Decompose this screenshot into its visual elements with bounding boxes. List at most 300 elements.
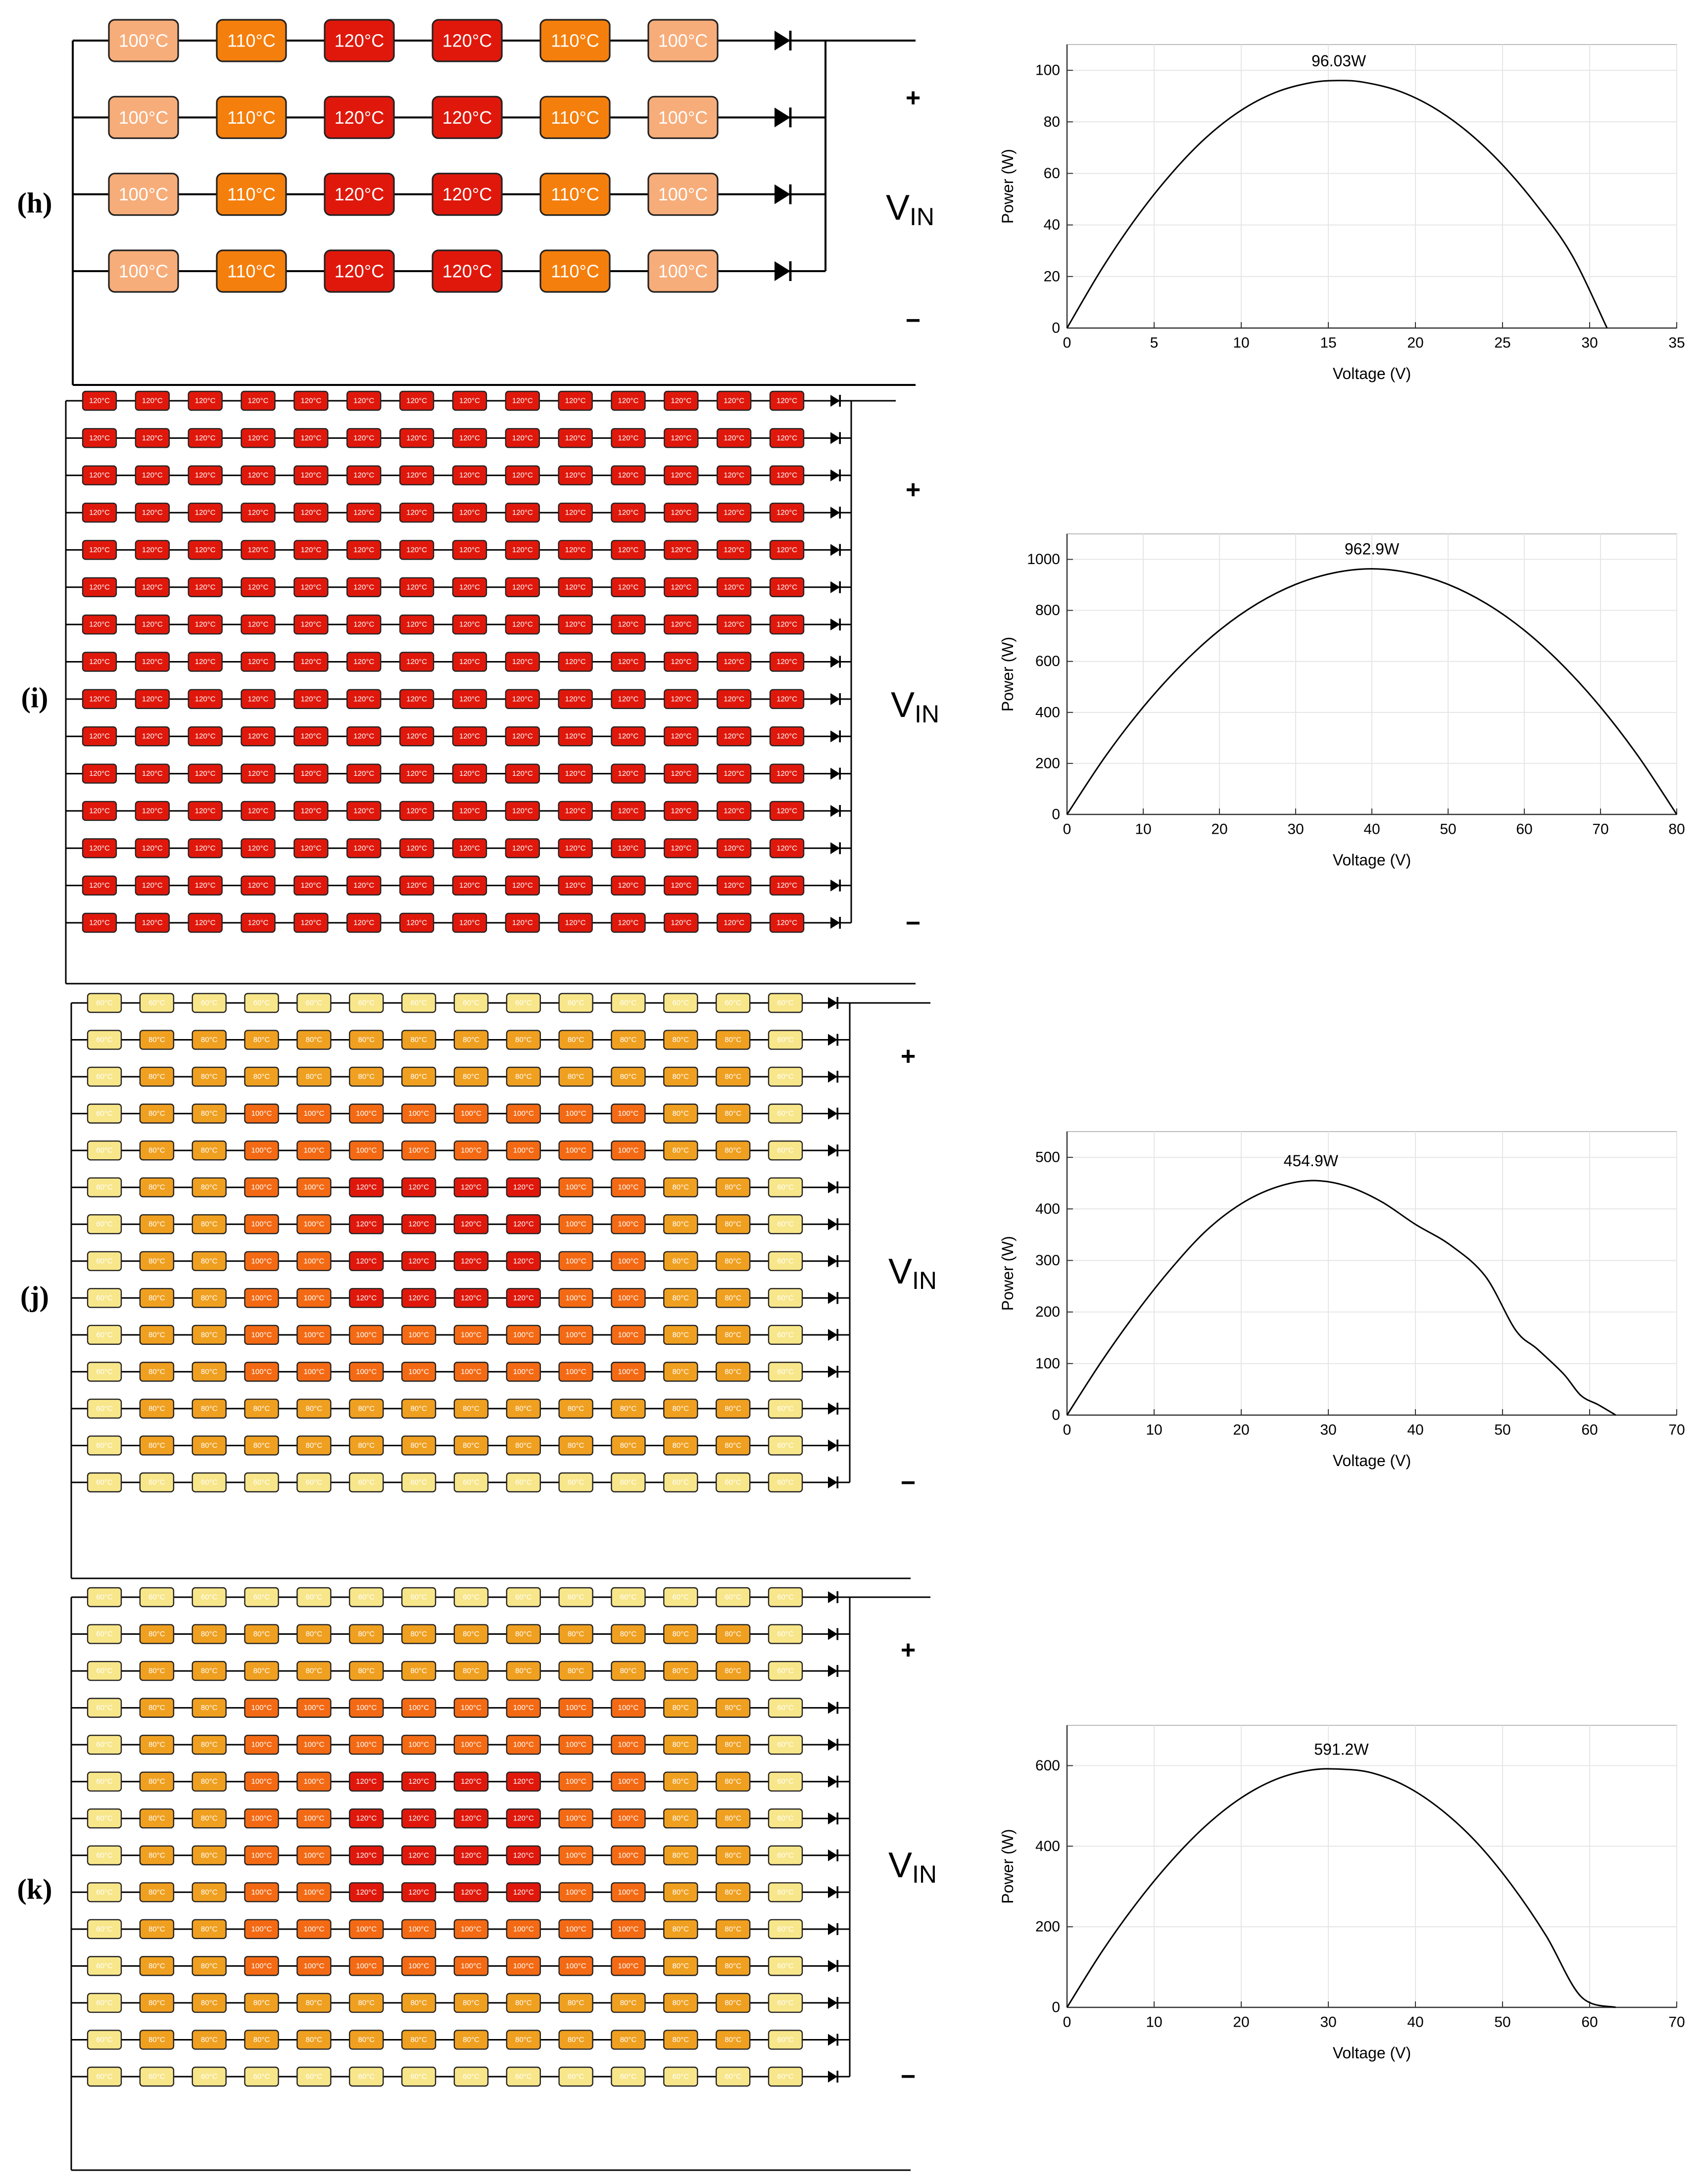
cell-temp-label: 80°C [200,1072,218,1081]
x-tick-label: 60 [1581,2014,1598,2031]
minus-terminal: − [900,1469,916,1497]
cell-temp-label: 60°C [777,1293,794,1302]
diode-icon [828,1812,837,1824]
cell-temp-label: 60°C [567,1478,584,1487]
cell-temp-label: 60°C [777,2072,794,2081]
cell-temp-label: 120°C [671,545,692,554]
cell-temp-label: 80°C [148,1814,165,1823]
cell-temp-label: 80°C [672,1925,689,1934]
cell-temp-label: 120°C [406,844,428,853]
cell-temp-label: 100°C [618,1367,639,1376]
cell-temp-label: 120°C [300,433,322,442]
cell-temp-label: 120°C [513,1257,534,1266]
cell-temp-label: 80°C [725,1293,741,1302]
cell-temp-label: 120°C [300,658,322,666]
cell-temp-label: 60°C [96,1293,113,1302]
cell-temp-label: 120°C [512,396,533,405]
cell-temp-label: 120°C [459,433,480,442]
cell-temp-label: 80°C [253,1441,270,1450]
cell-temp-label: 60°C [96,1666,113,1675]
diode-icon [830,507,840,519]
cell-temp-label: 120°C [406,807,428,815]
cell-temp-label: 100°C [565,1777,586,1786]
cell-temp-label: 80°C [725,1146,741,1155]
cell-temp-label: 100°C [303,1925,325,1934]
cell-temp-label: 100°C [303,1851,325,1860]
y-tick-label: 600 [1035,653,1060,670]
cell-temp-label: 80°C [410,1630,427,1639]
cell-temp-label: 120°C [247,583,269,592]
vin-main: V [886,188,910,228]
cell-temp-label: 60°C [96,1036,113,1045]
cell-temp-label: 80°C [672,1961,689,1970]
cell-temp-label: 60°C [777,1998,794,2007]
cell-temp-label: 100°C [460,1330,482,1339]
diode-icon [828,1071,837,1083]
cell-temp-label: 120°C [194,620,216,629]
minus-terminal: − [905,306,921,335]
x-tick-label: 10 [1146,2014,1163,2031]
cell-temp-label: 80°C [725,1998,741,2007]
cell-temp-label: 120°C [724,396,745,405]
vin-sub: IN [912,1860,937,1888]
x-tick-label: 20 [1211,821,1228,838]
cell-temp-label: 60°C [777,1666,794,1675]
cell-temp-label: 120°C [618,433,639,442]
panel-label: (k) [17,1873,52,1905]
x-tick-label: 50 [1494,2014,1511,2031]
cell-temp-label: 80°C [672,1146,689,1155]
cell-temp-label: 60°C [463,1593,480,1602]
cell-temp-label: 100°C [356,1704,377,1712]
cell-temp-label: 100°C [303,1146,325,1155]
minus-terminal: − [905,909,921,938]
cell-temp-label: 120°C [353,471,375,480]
cell-temp-label: 60°C [305,1593,323,1602]
y-axis-label: Power (W) [999,636,1017,712]
cell-temp-label: 80°C [148,1036,165,1045]
cell-temp-label: 120°C [777,433,797,442]
cell-temp-label: 120°C [353,695,375,704]
cell-temp-label: 100°C [565,1925,586,1934]
cell-temp-label: 120°C [406,881,428,890]
diode-icon [828,1739,837,1751]
cell-temp-label: 60°C [410,2072,427,2081]
cell-temp-label: 100°C [303,1330,325,1339]
cell-temp-label: 80°C [672,1740,689,1749]
diode-icon [775,185,790,204]
cell-temp-label: 120°C [512,658,533,666]
cell-temp-label: 80°C [672,1220,689,1229]
cell-temp-label: 100°C [356,1146,377,1155]
cell-temp-label: 60°C [463,1478,480,1487]
cell-temp-label: 120°C [459,807,480,815]
cell-temp-label: 120°C [512,545,533,554]
cell-temp-label: 100°C [408,1367,430,1376]
cell-temp-label: 60°C [410,1593,427,1602]
cell-temp-label: 60°C [672,1478,689,1487]
cell-temp-label: 120°C [459,396,480,405]
cell-temp-label: 60°C [777,1441,794,1450]
cell-temp-label: 120°C [334,184,385,205]
cell-temp-label: 60°C [777,1183,794,1192]
cell-temp-label: 120°C [300,918,322,927]
cell-temp-label: 60°C [410,998,427,1007]
plus-terminal: + [905,475,921,504]
cell-temp-label: 80°C [148,1851,165,1860]
cell-temp-label: 120°C [513,1293,534,1302]
cell-temp-label: 120°C [618,807,639,815]
cell-temp-label: 120°C [459,471,480,480]
cell-temp-label: 120°C [194,508,216,517]
cell-temp-label: 60°C [777,1257,794,1266]
cell-temp-label: 120°C [194,658,216,666]
cell-temp-label: 120°C [89,471,110,480]
vin-sub: IN [910,203,935,231]
cell-temp-label: 120°C [353,583,375,592]
cell-temp-label: 60°C [96,1704,113,1712]
cell-temp-label: 120°C [300,695,322,704]
cell-temp-label: 120°C [247,695,269,704]
cell-temp-label: 120°C [247,769,269,778]
cell-temp-label: 120°C [89,881,110,890]
cell-temp-label: 80°C [672,1183,689,1192]
cell-temp-label: 100°C [565,1367,586,1376]
cell-temp-label: 80°C [200,1293,218,1302]
cell-temp-label: 80°C [148,1146,165,1155]
cell-temp-label: 120°C [671,471,692,480]
cell-temp-label: 120°C [194,396,216,405]
cell-temp-label: 80°C [200,1036,218,1045]
cell-temp-label: 100°C [565,1814,586,1823]
cell-temp-label: 120°C [356,1851,377,1860]
cell-temp-label: 120°C [512,471,533,480]
x-tick-label: 20 [1233,2014,1250,2031]
cell-temp-label: 60°C [620,998,637,1007]
cell-temp-label: 60°C [358,1593,375,1602]
diode-icon [828,997,837,1009]
plus-terminal: + [900,1636,916,1664]
x-tick-label: 35 [1668,334,1685,351]
cell-temp-label: 80°C [148,1293,165,1302]
cell-temp-label: 120°C [671,658,692,666]
cell-temp-label: 120°C [247,844,269,853]
x-axis-label: Voltage (V) [1332,365,1411,382]
cell-temp-label: 80°C [672,1257,689,1266]
cell-temp-label: 80°C [200,1814,218,1823]
cell-temp-label: 120°C [671,769,692,778]
cell-temp-label: 120°C [618,471,639,480]
cell-temp-label: 120°C [194,433,216,442]
diode-icon [830,470,840,481]
cell-temp-label: 60°C [777,1814,794,1823]
cell-temp-label: 80°C [672,1293,689,1302]
cell-temp-label: 100°C [513,1925,534,1934]
cell-temp-label: 80°C [672,1330,689,1339]
cell-temp-label: 120°C [356,1814,377,1823]
cell-temp-label: 100°C [251,1851,272,1860]
cell-temp-label: 120°C [565,918,586,927]
cell-temp-label: 120°C [777,396,797,405]
cell-temp-label: 120°C [460,1777,482,1786]
vin-label [888,1252,937,1294]
cell-temp-label: 60°C [672,2072,689,2081]
cell-temp-label: 120°C [408,1777,430,1786]
cell-temp-label: 120°C [247,396,269,405]
cell-temp-label: 80°C [463,2035,480,2044]
panel-label: (h) [17,187,52,219]
cell-temp-label: 80°C [200,1183,218,1192]
cell-temp-label: 80°C [515,1072,532,1081]
y-tick-label: 0 [1052,320,1060,336]
cell-temp-label: 120°C [512,508,533,517]
cell-temp-label: 80°C [725,1630,741,1639]
cell-temp-label: 120°C [671,844,692,853]
cell-temp-label: 80°C [148,1740,165,1749]
cell-temp-label: 120°C [89,807,110,815]
cell-temp-label: 60°C [200,998,218,1007]
cell-temp-label: 80°C [463,1630,480,1639]
diode-icon [775,31,790,50]
cell-temp-label: 120°C [565,732,586,741]
cell-temp-label: 80°C [463,1036,480,1045]
cell-temp-label: 80°C [567,1666,584,1675]
cell-temp-label: 120°C [724,433,745,442]
cell-temp-label: 60°C [777,1704,794,1712]
cell-temp-label: 60°C [777,1036,794,1045]
cell-temp-label: 120°C [89,844,110,853]
cell-temp-label: 80°C [620,1630,637,1639]
cell-temp-label: 120°C [512,807,533,815]
cell-temp-label: 80°C [358,1998,375,2007]
cell-temp-label: 80°C [253,1630,270,1639]
cell-temp-label: 80°C [672,1036,689,1045]
cell-temp-label: 80°C [358,2035,375,2044]
cell-temp-label: 80°C [672,1704,689,1712]
cell-temp-label: 80°C [567,1404,584,1413]
cell-temp-label: 120°C [459,844,480,853]
cell-temp-label: 120°C [142,545,163,554]
cell-temp-label: 60°C [777,1109,794,1118]
cell-temp-label: 80°C [725,1367,741,1376]
cell-temp-label: 120°C [356,1257,377,1266]
diode-icon [830,618,840,630]
cell-temp-label: 80°C [200,2035,218,2044]
cell-temp-label: 100°C [303,1961,325,1970]
cell-temp-label: 120°C [777,471,797,480]
cell-temp-label: 100°C [513,1740,534,1749]
diode-icon [830,730,840,742]
cell-temp-label: 120°C [89,658,110,666]
cell-temp-label: 100°C [618,1925,639,1934]
diode-icon [830,581,840,593]
diode-icon [828,1182,837,1193]
cell-temp-label: 100°C [513,1146,534,1155]
diode-icon [830,805,840,817]
cell-temp-label: 80°C [358,1666,375,1675]
cell-temp-label: 80°C [148,1925,165,1934]
cell-temp-label: 120°C [671,807,692,815]
cell-temp-label: 120°C [777,508,797,517]
cell-temp-label: 80°C [725,1441,741,1450]
diode-icon [828,1144,837,1156]
vin-label [891,685,939,728]
cell-temp-label: 120°C [442,107,492,128]
cell-temp-label: 100°C [118,184,169,205]
peak-power-annotation: 962.9W [1344,540,1400,558]
cell-temp-label: 80°C [672,1814,689,1823]
cell-temp-label: 120°C [442,30,492,51]
cell-temp-label: 80°C [200,1925,218,1934]
cell-temp-label: 120°C [459,658,480,666]
cell-temp-label: 60°C [96,1888,113,1897]
cell-temp-label: 120°C [142,471,163,480]
cell-temp-label: 80°C [148,1998,165,2007]
cell-temp-label: 80°C [620,1404,637,1413]
cell-temp-label: 80°C [725,1961,741,1970]
vin-main: V [891,685,915,725]
vin-main: V [888,1252,913,1291]
cell-temp-label: 100°C [565,1704,586,1712]
cell-temp-label: 80°C [410,1441,427,1450]
cell-temp-label: 80°C [148,1330,165,1339]
x-tick-label: 60 [1581,1422,1598,1438]
cell-temp-label: 100°C [618,1220,639,1229]
cell-temp-label: 120°C [353,918,375,927]
cell-temp-label: 80°C [358,1072,375,1081]
cell-temp-label: 80°C [148,1888,165,1897]
cell-temp-label: 120°C [247,807,269,815]
cell-temp-label: 80°C [200,1630,218,1639]
cell-temp-label: 120°C [513,1851,534,1860]
cell-temp-label: 80°C [725,1183,741,1192]
cell-temp-label: 120°C [408,1814,430,1823]
cell-temp-label: 80°C [725,1666,741,1675]
cell-temp-label: 80°C [305,1404,323,1413]
cell-temp-label: 120°C [459,918,480,927]
vin-sub: IN [915,700,940,728]
cell-temp-label: 100°C [118,107,169,128]
cell-temp-label: 120°C [247,508,269,517]
cell-temp-label: 120°C [142,620,163,629]
cell-temp-label: 120°C [512,844,533,853]
diode-icon [830,917,840,929]
cell-temp-label: 80°C [410,1072,427,1081]
cell-temp-label: 120°C [460,1183,482,1192]
cell-temp-label: 100°C [251,1961,272,1970]
cell-temp-label: 120°C [724,583,745,592]
cell-temp-label: 80°C [725,1220,741,1229]
cell-temp-label: 100°C [460,1740,482,1749]
chart-0 [999,45,1685,382]
cell-temp-label: 120°C [334,30,385,51]
cell-temp-label: 110°C [227,107,276,128]
cell-temp-label: 60°C [96,1925,113,1934]
cell-temp-label: 120°C [724,844,745,853]
cell-temp-label: 120°C [300,844,322,853]
cell-temp-label: 60°C [96,1257,113,1266]
cell-temp-label: 120°C [459,583,480,592]
cell-temp-label: 60°C [96,1441,113,1450]
x-axis-label: Voltage (V) [1332,1452,1411,1470]
panel-label: (j) [20,1280,49,1313]
diode-icon [828,1960,837,1972]
cell-temp-label: 100°C [565,1851,586,1860]
cell-temp-label: 80°C [410,2035,427,2044]
cell-temp-label: 60°C [725,2072,741,2081]
cell-temp-label: 60°C [515,2072,532,2081]
cell-temp-label: 60°C [96,998,113,1007]
cell-temp-label: 60°C [305,1478,323,1487]
cell-temp-label: 100°C [565,1888,586,1897]
cell-temp-label: 120°C [565,396,586,405]
cell-temp-label: 80°C [567,1998,584,2007]
vin-main: V [888,1846,913,1885]
cell-temp-label: 80°C [305,1036,323,1045]
cell-temp-label: 120°C [247,433,269,442]
cell-temp-label: 120°C [671,881,692,890]
y-axis-label: Power (W) [999,148,1017,224]
cell-temp-label: 100°C [618,1146,639,1155]
cell-temp-label: 60°C [725,1593,741,1602]
x-tick-label: 25 [1494,334,1511,351]
cell-temp-label: 120°C [565,433,586,442]
cell-temp-label: 100°C [460,1146,482,1155]
cell-temp-label: 120°C [300,732,322,741]
cell-temp-label: 120°C [300,583,322,592]
cell-temp-label: 100°C [118,30,169,51]
cell-temp-label: 120°C [565,471,586,480]
cell-temp-label: 120°C [334,261,385,282]
cell-temp-label: 120°C [777,545,797,554]
cell-temp-label: 80°C [200,1367,218,1376]
cell-temp-label: 120°C [724,695,745,704]
cell-temp-label: 110°C [227,30,276,51]
cell-temp-label: 120°C [406,620,428,629]
cell-temp-label: 60°C [200,2072,218,2081]
cell-temp-label: 80°C [305,1998,323,2007]
y-tick-label: 800 [1035,602,1060,619]
cell-temp-label: 60°C [305,2072,323,2081]
diode-icon [828,1218,837,1230]
cell-temp-label: 120°C [300,620,322,629]
y-tick-label: 40 [1043,217,1060,234]
cell-temp-label: 110°C [551,261,599,282]
cell-temp-label: 60°C [358,1478,375,1487]
cell-temp-label: 80°C [253,1998,270,2007]
cell-temp-label: 120°C [618,695,639,704]
cell-temp-label: 80°C [200,1666,218,1675]
cell-temp-label: 60°C [777,1220,794,1229]
cell-temp-label: 100°C [251,1293,272,1302]
cell-temp-label: 100°C [618,1183,639,1192]
cell-temp-label: 100°C [460,1961,482,1970]
cell-temp-label: 120°C [300,471,322,480]
cell-temp-label: 100°C [460,1367,482,1376]
cell-temp-label: 100°C [565,1961,586,1970]
cell-temp-label: 80°C [725,1257,741,1266]
cell-temp-label: 60°C [515,998,532,1007]
cell-temp-label: 120°C [194,583,216,592]
cell-temp-label: 120°C [671,396,692,405]
cell-temp-label: 80°C [463,1666,480,1675]
cell-temp-label: 60°C [96,1109,113,1118]
cell-temp-label: 80°C [725,1814,741,1823]
cell-temp-label: 60°C [96,1961,113,1970]
x-tick-label: 40 [1407,1422,1424,1438]
cell-temp-label: 60°C [96,1367,113,1376]
cell-temp-label: 100°C [658,261,708,282]
